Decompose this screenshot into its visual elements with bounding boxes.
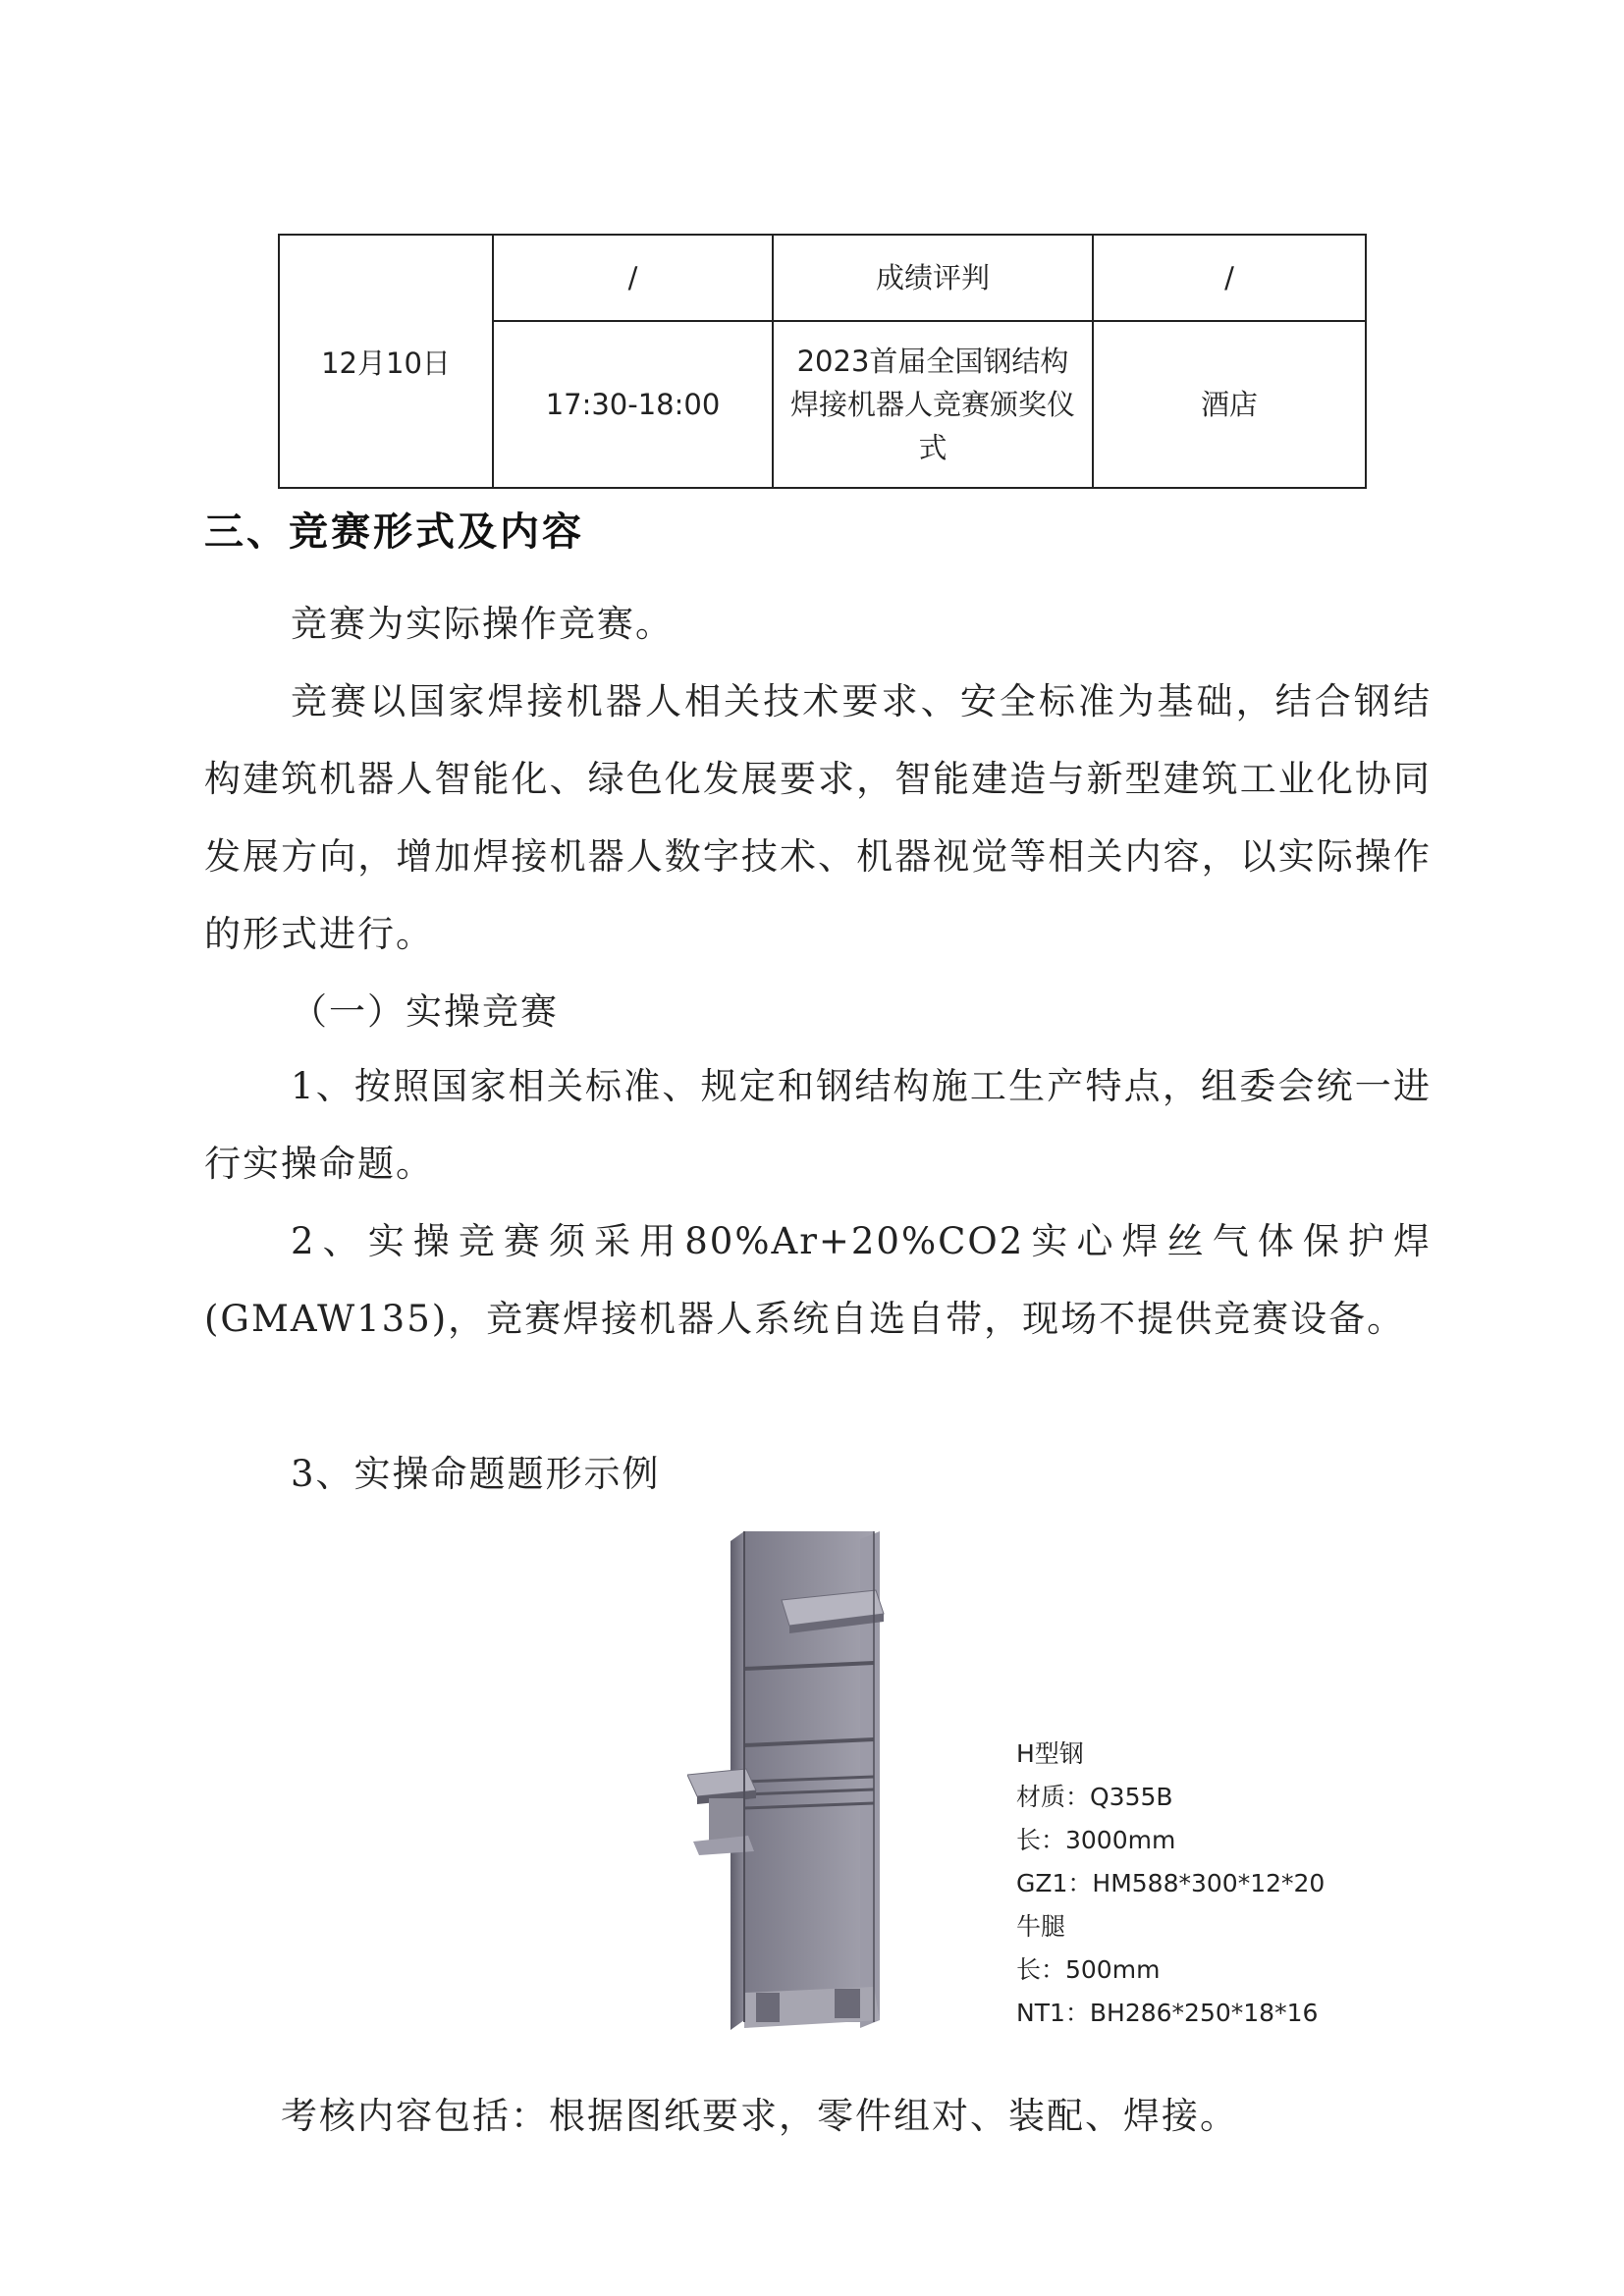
table-row — [279, 235, 1366, 321]
venue-cell: 酒店 — [1093, 321, 1366, 488]
list-item: 2、实操竞赛须采用80%Ar+20%CO2实心焊丝气体保护焊(GMAW135)，竞赛焊接机器人系统自选自带，现场不提供竞赛设备。 — [204, 1220, 1432, 1340]
event-cell: 2023首届全国钢结构焊接机器人竞赛颁奖仪式 — [773, 321, 1093, 488]
schedule-table — [278, 234, 1367, 489]
event-cell: 成绩评判 — [773, 235, 1093, 321]
h-beam-illustration — [687, 1531, 943, 2042]
subsection-heading: （一）实操竞赛 — [291, 990, 559, 1033]
spec-line: 材质：Q355B — [1016, 1783, 1173, 1811]
spec-line: NT1：BH286*250*18*16 — [1016, 1999, 1319, 2027]
list-item: 3、实操命题题形示例 — [291, 1453, 661, 1495]
spec-line: 牛腿 — [1016, 1912, 1066, 1941]
section-heading: 三、竞赛形式及内容 — [204, 509, 584, 555]
paragraph-basis: 竞赛以国家焊接机器人相关技术要求、安全标准为基础，结合钢结构建筑机器人智能化、绿色化发展要求，智能建造与新型建筑工业化协同发展方向，增加焊接机器人数字技术、机器视觉等相关内容，以实际操作的形式进行。 — [204, 680, 1432, 955]
date-cell: 12月10日 — [279, 235, 493, 488]
time-cell: 17:30-18:00 — [493, 321, 773, 488]
spec-line: GZ1：HM588*300*12*20 — [1016, 1869, 1326, 1897]
spec-line: 长：3000mm — [1016, 1826, 1176, 1854]
specification-list — [1016, 1733, 1325, 2035]
time-cell: / — [493, 235, 773, 321]
spec-line: 长：500mm — [1016, 1955, 1161, 1984]
list-item: 1、按照国家相关标准、规定和钢结构施工生产特点，组委会统一进行实操命题。 — [204, 1065, 1432, 1185]
spec-line: H型钢 — [1016, 1739, 1084, 1768]
paragraph-form: 竞赛为实际操作竞赛。 — [291, 603, 674, 645]
assessment-summary: 考核内容包括：根据图纸要求，零件组对、装配、焊接。 — [281, 2095, 1238, 2137]
venue-cell: / — [1093, 235, 1366, 321]
